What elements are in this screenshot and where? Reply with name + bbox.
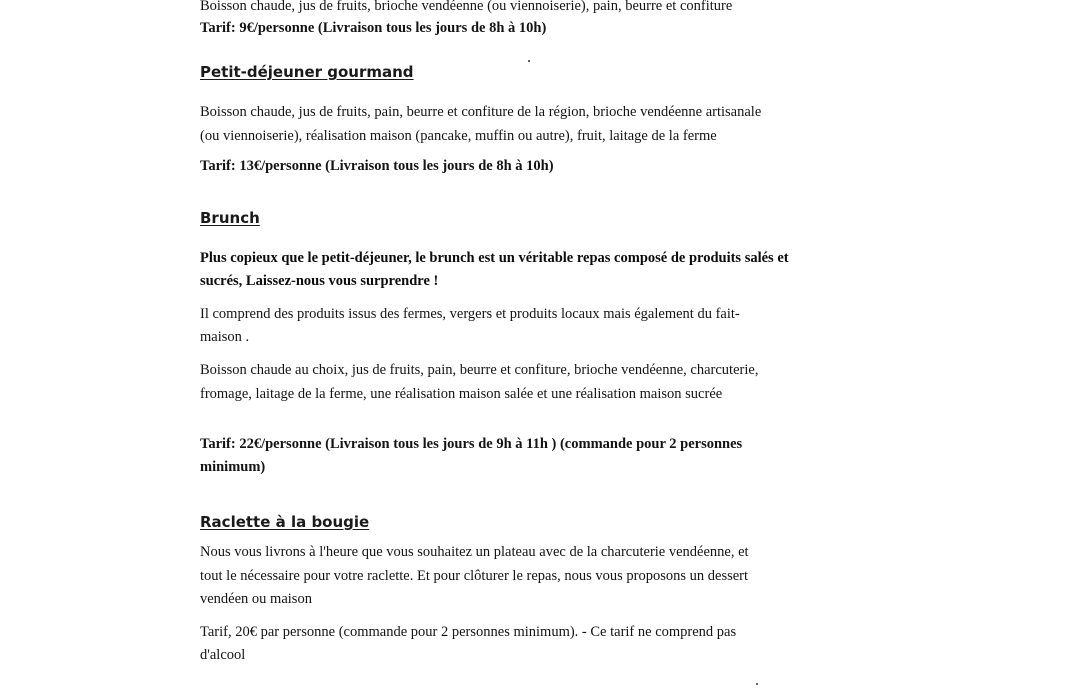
brunch-products-line-2: maison . [200,329,250,345]
scan-speck [528,60,530,62]
raclette-tarif-line-1: Tarif, 20€ par personne (commande pour 2 personnes minimum). - Ce tarif ne comprend pas [200,624,737,640]
raclette-description-line-1: Nous vous livrons à l'heure que vous souhaitez un plateau avec de la charcuterie vendéenne, et [200,544,749,560]
petit-dejeuner-tarif: Tarif: 13€/personne (Livraison tous les jours de 8h à 10h) [200,158,554,174]
brunch-intro-line-2: sucrés, Laissez-nous vous surprendre ! [200,273,439,289]
brunch-contents-line-2: fromage, laitage de la ferme, une réalisation maison salée et une réalisation maison sucrée [200,386,723,402]
top-section-tarif: Tarif: 9€/personne (Livraison tous les jours de 8h à 10h) [200,20,547,36]
brunch-tarif-line-1: Tarif: 22€/personne (Livraison tous les jours de 9h à 11h ) (commande pour 2 personnes [200,436,743,452]
brunch-contents-line-1: Boisson chaude au choix, jus de fruits, pain, beurre et confiture, brioche vendéenne, charcuterie, [200,362,759,378]
raclette-description-line-3: vendéen ou maison [200,591,312,607]
petit-dejeuner-description-line-2: (ou viennoiserie), réalisation maison (pancake, muffin ou autre), fruit, laitage de la ferme [200,128,717,144]
section-title-raclette: Raclette à la bougie [200,513,370,531]
section-title-petit-dejeuner-gourmand: Petit-déjeuner gourmand [200,63,414,81]
top-section-description: Boisson chaude, jus de fruits, brioche vendéenne (ou viennoiserie), pain, beurre et confiture [200,0,733,14]
brunch-products-line-1: Il comprend des produits issus des fermes, vergers et produits locaux mais également du fait- [200,306,740,322]
raclette-description-line-2: tout le nécessaire pour votre raclette. Et pour clôturer le repas, nous vous proposons un dessert [200,568,749,584]
brunch-tarif-line-2: minimum) [200,459,266,475]
section-title-brunch: Brunch [200,209,260,227]
scan-speck [756,683,758,685]
brunch-intro-line-1: Plus copieux que le petit-déjeuner, le brunch est un véritable repas composé de produits salés et [200,250,789,266]
petit-dejeuner-description-line-1: Boisson chaude, jus de fruits, pain, beurre et confiture de la région, brioche vendéenne artisanale [200,104,762,120]
raclette-tarif-line-2: d'alcool [200,647,246,663]
